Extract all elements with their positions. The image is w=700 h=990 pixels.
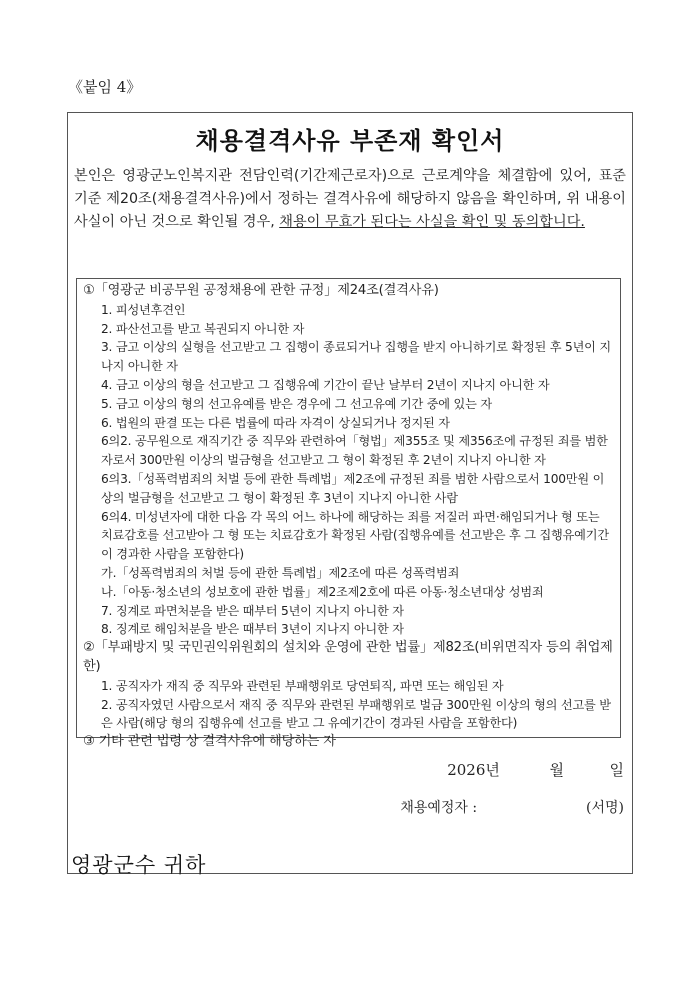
section-heading-2: ②「부패방지 및 국민권익위원회의 설치와 운영에 관한 법률」제82조(비위면직자 등의 취업제한) <box>83 640 613 674</box>
reason-subitem: 나.「아동·청소년의 성보호에 관한 법률」제2조제2호에 따른 아동·청소년대상 성범죄 <box>101 584 544 599</box>
intro-text: 본인은 영광군노인복지관 전담인력(기간제근로자)으로 근로계약을 체결함에 있어, 표준 기준 제20조(채용결격사유)에서 정하는 결격사유에 해당하지 않음을 확인하며, 위 내용이 사실이 아닌 것으로 확인될 경우, <box>74 168 626 230</box>
signer-line <box>400 797 624 817</box>
intro-underlined-text: 채용이 무효가 된다는 사실을 확인 및 동의합니다. <box>279 214 585 230</box>
reason-item: 6의4. 미성년자에 대한 다음 각 목의 어느 하나에 해당하는 죄를 저질러 파면·해임되거나 형 또는 치료감호를 선고받아 그 형 또는 치료감호가 확정된 사람(집행유예를 선고받은 후 그 집행유예기간이 경과한 사람을 포함한다) <box>101 509 609 562</box>
reason-item: 8. 징계로 해임처분을 받은 때부터 3년이 지나지 아니한 자 <box>101 622 404 637</box>
reason-item: 1. 피성년후견인 <box>101 302 186 317</box>
confirmation-form <box>67 112 633 877</box>
reason-item: 3. 금고 이상의 실형을 선고받고 그 집행이 종료되거나 집행을 받지 아니하기로 확정된 후 5년이 지나지 아니한 자 <box>101 340 611 374</box>
reason-item: 2. 공직자였던 사람으로서 재직 중 직무와 관련된 부패행위로 벌금 300만원 이상의 형의 선고를 받은 사람(해당 형의 집행유예 선고를 받고 그 유예기간이 경과된 사람을 포함한다) <box>101 697 611 731</box>
intro-paragraph <box>74 165 626 234</box>
reason-item: 6의3.「성폭력범죄의 처벌 등에 관한 특례법」제2조에 규정된 죄를 범한 사람으로서 100만원 이상의 벌금형을 선고받고 그 형이 확정된 후 3년이 지나지 아니한 사람 <box>101 471 605 505</box>
signer-label: 채용예정자 : <box>400 800 478 816</box>
reason-subitem: 가.「성폭력범죄의 처벌 등에 관한 특례법」제2조에 따른 성폭력범죄 <box>101 565 460 580</box>
reason-item: 4. 금고 이상의 형을 선고받고 그 집행유예 기간이 끝난 날부터 2년이 지나지 아니한 자 <box>101 377 550 392</box>
reason-item: 2. 파산선고를 받고 복권되지 아니한 자 <box>101 321 305 336</box>
reason-item: 7. 징계로 파면처분을 받은 때부터 5년이 지나지 아니한 자 <box>101 603 404 618</box>
date-month: 월 <box>549 761 564 779</box>
reason-item: 5. 금고 이상의 형의 선고유예를 받은 경우에 그 선고유예 기간 중에 있는 자 <box>101 396 492 411</box>
attachment-label: 《붙임 4》 <box>68 78 142 96</box>
disqualification-reasons-box <box>76 278 621 750</box>
addressee: 영광군수 귀하 <box>71 853 207 877</box>
section-heading-1: ①「영광군 비공무원 공정채용에 관한 규정」제24조(결격사유) <box>83 283 439 298</box>
reason-item: 1. 공직자가 재직 중 직무와 관련된 부패행위로 당연퇴직, 파면 또는 해임된 자 <box>101 678 504 693</box>
date-day: 일 <box>609 761 624 779</box>
signature-placeholder: (서명) <box>586 800 624 816</box>
reason-item: 6의2. 공무원으로 재직기간 중 직무와 관련하여「형법」제355조 및 제356조에 규정된 죄를 범한 자로서 300만원 이상의 벌금형을 선고받고 그 형이 확정된 후 2년이 지나지 아니한 자 <box>101 434 608 468</box>
reason-item: 6. 법원의 판결 또는 다른 법률에 따라 자격이 상실되거나 정지된 자 <box>101 415 450 430</box>
section-heading-3: ③ 기타 관련 법령 상 결격사유에 해당하는 자 <box>83 734 336 750</box>
document-title: 채용결격사유 부존재 확인서 <box>195 127 505 155</box>
date-year: 2026년 <box>447 761 500 779</box>
date-line <box>447 759 624 780</box>
